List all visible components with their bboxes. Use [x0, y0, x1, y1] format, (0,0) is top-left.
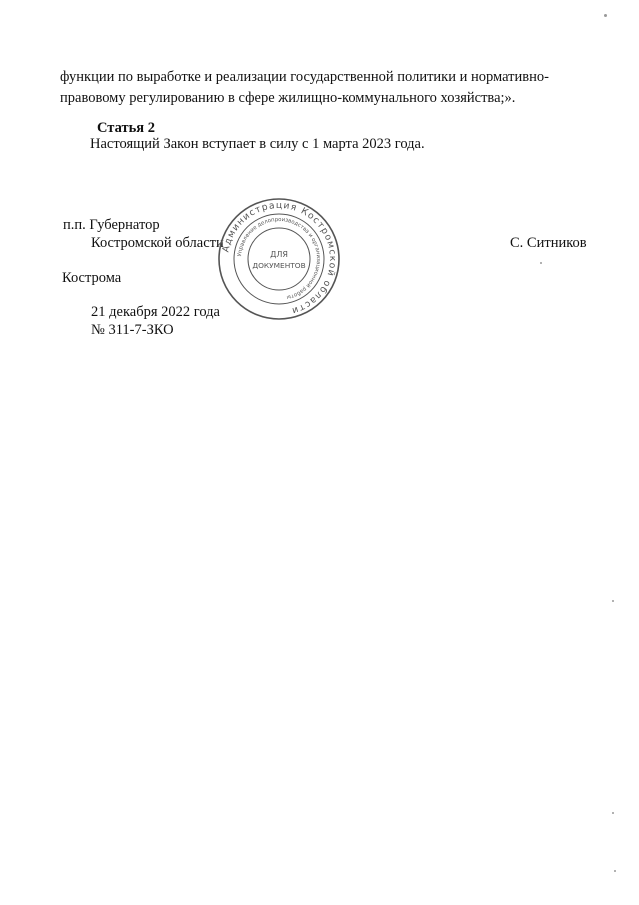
seal-inner-text: Управление делопроизводства и организационной работы [237, 216, 322, 301]
scan-speck [612, 812, 614, 814]
signatory-region: Костромской области [91, 235, 224, 251]
law-number: № 311-7-ЗКО [91, 322, 174, 338]
official-seal [217, 197, 341, 321]
scan-speck [540, 262, 542, 264]
seal-outer-text: Администрация Костромской области [220, 199, 339, 317]
paragraph-line-2: правовому регулированию в сфере жилищно-коммунального хозяйства;». [60, 90, 516, 106]
seal-center-line-2: ДОКУМЕНТОВ [252, 261, 306, 270]
paragraph-line-1: функции по выработке и реализации государственной политики и нормативно- [60, 69, 549, 85]
body-paragraph [60, 67, 608, 109]
signatory-name: С. Ситников [510, 235, 587, 251]
place-of-signing: Кострома [62, 270, 122, 286]
article-heading: Статья 2 [97, 120, 155, 136]
article-text: Настоящий Закон вступает в силу с 1 марта 2023 года. [90, 136, 425, 152]
scan-speck [604, 14, 607, 17]
seal-inner-ring [248, 228, 310, 290]
scan-speck [614, 870, 616, 872]
scan-speck [612, 600, 614, 602]
law-date: 21 декабря 2022 года [91, 304, 220, 320]
signatory-title: п.п. Губернатор [63, 217, 160, 233]
seal-center-line-1: ДЛЯ [270, 250, 288, 259]
